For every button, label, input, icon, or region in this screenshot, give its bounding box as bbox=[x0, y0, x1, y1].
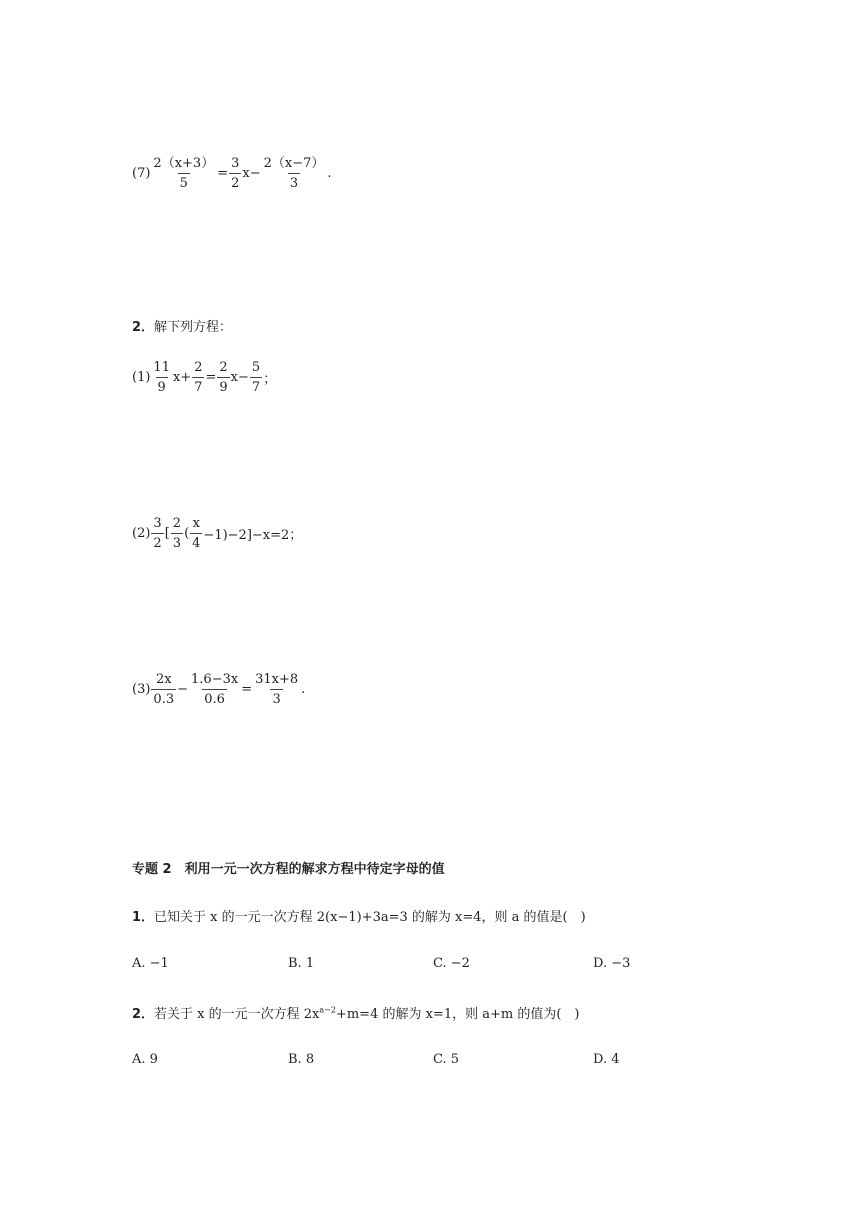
term: x− bbox=[230, 370, 249, 385]
equation-label: (1) bbox=[132, 370, 151, 385]
term: ( bbox=[184, 526, 190, 541]
operator: = bbox=[205, 370, 217, 385]
option-a[interactable]: A. −1 bbox=[132, 956, 169, 971]
numerator: 31x+8 bbox=[255, 672, 299, 687]
fraction bbox=[262, 156, 327, 191]
denominator: 3 bbox=[171, 533, 183, 551]
numerator: 2（x+3） bbox=[153, 156, 215, 171]
denominator: 9 bbox=[217, 377, 229, 395]
numerator: 2（x−7） bbox=[263, 156, 325, 171]
denominator: 2 bbox=[229, 173, 241, 191]
numerator: 2 bbox=[172, 516, 182, 531]
numerator: 11 bbox=[153, 360, 170, 375]
question-number: 1． bbox=[132, 910, 155, 925]
fraction bbox=[171, 516, 183, 551]
fraction bbox=[217, 360, 229, 395]
options-row-1 bbox=[132, 956, 732, 976]
numerator: 2x bbox=[155, 672, 172, 687]
denominator: 3 bbox=[288, 173, 300, 191]
denominator: 3 bbox=[270, 689, 282, 707]
option-c[interactable]: C. 5 bbox=[433, 1052, 460, 1067]
fraction bbox=[253, 672, 300, 707]
denominator: 7 bbox=[250, 377, 262, 395]
equation-label: (3) bbox=[132, 682, 151, 697]
option-c[interactable]: C. −2 bbox=[433, 956, 470, 971]
topic-title: 专题 2 利用一元一次方程的解求方程中待定字母的值 bbox=[132, 862, 445, 877]
topic-question-2 bbox=[132, 1003, 579, 1022]
exponent: a−2 bbox=[319, 1005, 336, 1015]
equation-label: (7) bbox=[132, 166, 151, 181]
denominator: 4 bbox=[190, 533, 202, 551]
denominator: 5 bbox=[178, 173, 190, 191]
fraction bbox=[151, 672, 176, 707]
numerator: 3 bbox=[231, 156, 240, 171]
denominator: 0.3 bbox=[151, 689, 176, 707]
question-number: 2． bbox=[132, 320, 155, 335]
numerator: 2 bbox=[219, 360, 228, 375]
denominator: 9 bbox=[156, 377, 168, 395]
denominator: 2 bbox=[151, 533, 163, 551]
fraction bbox=[190, 516, 202, 551]
numerator: x bbox=[192, 516, 200, 531]
end-punct: . bbox=[327, 166, 332, 181]
question-text: 已知关于 x 的一元一次方程 2(x−1)+3a=3 的解为 x=4，则 a 的值是( ) bbox=[154, 910, 586, 925]
equation-label: (2) bbox=[132, 526, 151, 541]
term: −1)−2]−x=2； bbox=[203, 528, 303, 543]
options-row-2 bbox=[132, 1052, 732, 1072]
equation-1 bbox=[132, 360, 276, 395]
question-text-cont: +m=4 的解为 x=1，则 a+m 的值为( ) bbox=[335, 1007, 580, 1022]
option-b[interactable]: B. 8 bbox=[288, 1052, 315, 1067]
question-number: 2． bbox=[132, 1007, 155, 1022]
operator: = bbox=[241, 682, 253, 697]
numerator: 1.6−3x bbox=[191, 672, 239, 687]
fraction bbox=[229, 156, 241, 191]
fraction bbox=[250, 360, 262, 395]
option-b[interactable]: B. 1 bbox=[288, 956, 315, 971]
equation-3 bbox=[132, 672, 305, 707]
end-punct: ； bbox=[263, 372, 277, 387]
topic-question-1 bbox=[132, 906, 586, 925]
equation-7 bbox=[132, 156, 332, 191]
operator: − bbox=[177, 682, 189, 697]
numerator: 3 bbox=[153, 516, 162, 531]
option-d[interactable]: D. −3 bbox=[593, 956, 631, 971]
term: x+ bbox=[172, 370, 192, 385]
numerator: 5 bbox=[251, 360, 261, 375]
section-heading bbox=[132, 316, 232, 335]
fraction bbox=[151, 156, 216, 191]
term: [ bbox=[164, 526, 170, 541]
option-a[interactable]: A. 9 bbox=[132, 1052, 158, 1067]
numerator: 2 bbox=[194, 360, 203, 375]
denominator: 7 bbox=[192, 377, 204, 395]
heading-text: 解下列方程： bbox=[154, 320, 233, 335]
question-text: 若关于 x 的一元一次方程 2x bbox=[154, 1007, 320, 1022]
fraction bbox=[151, 516, 163, 551]
option-d[interactable]: D. 4 bbox=[593, 1052, 620, 1067]
fraction bbox=[189, 672, 240, 707]
fraction bbox=[151, 360, 172, 395]
term: x− bbox=[242, 166, 261, 181]
operator: = bbox=[217, 166, 229, 181]
denominator: 0.6 bbox=[202, 689, 227, 707]
equation-2 bbox=[132, 516, 302, 551]
fraction bbox=[192, 360, 204, 395]
end-punct: . bbox=[301, 682, 306, 697]
